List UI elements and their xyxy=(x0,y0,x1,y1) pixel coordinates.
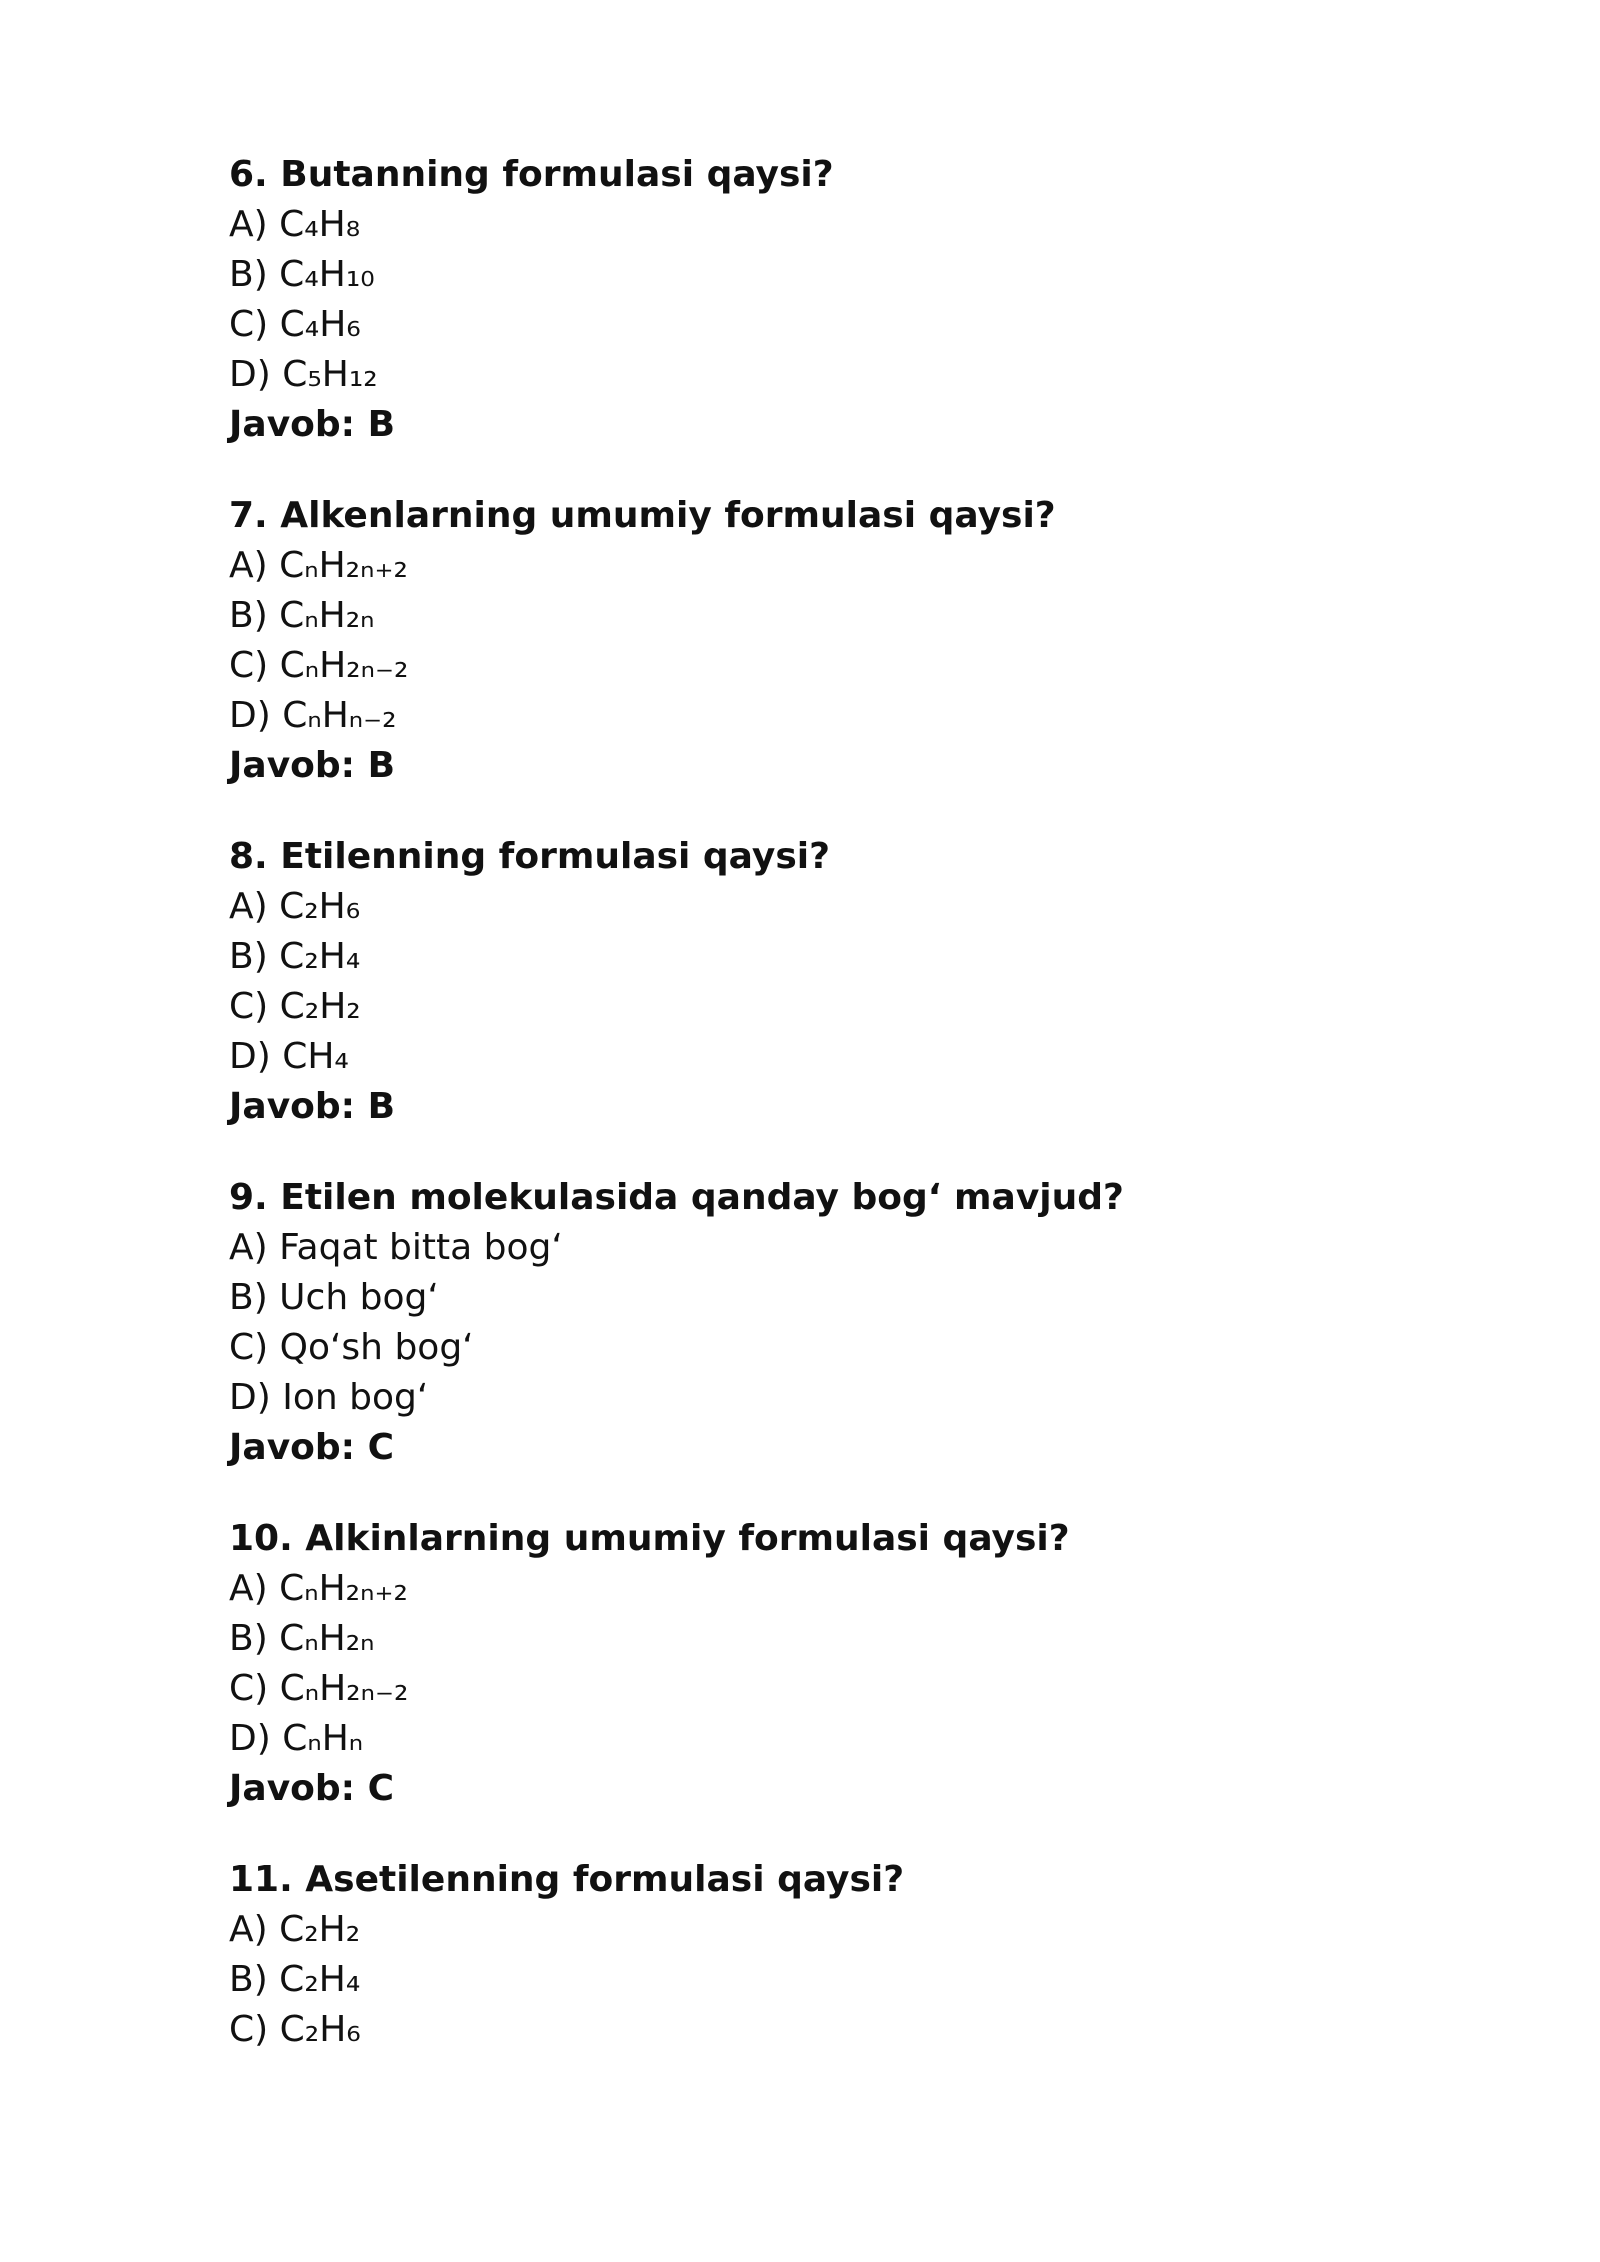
option-c: C) C₄H₆ xyxy=(229,304,361,345)
option-b: B) C₂H₄ xyxy=(229,936,361,977)
quiz-page xyxy=(229,150,1429,2096)
option-b: B) Uch bog‘ xyxy=(229,1277,439,1318)
option-b: B) CₙH₂ₙ xyxy=(229,595,375,636)
option-a: A) C₂H₂ xyxy=(229,1909,361,1950)
answer-label: Javob: B xyxy=(229,404,396,445)
option-a: A) C₄H₈ xyxy=(229,204,361,245)
option-a: A) Faqat bitta bog‘ xyxy=(229,1227,563,1268)
option-b: B) CₙH₂ₙ xyxy=(229,1618,375,1659)
question-11 xyxy=(229,1855,1429,2055)
option-a: A) CₙH₂ₙ₊₂ xyxy=(229,545,408,586)
option-d: D) CₙHₙ₋₂ xyxy=(229,695,397,736)
question-10 xyxy=(229,1514,1429,1814)
option-a: A) C₂H₆ xyxy=(229,886,361,927)
question-title: 9. Etilen molekulasida qanday bog‘ mavjud? xyxy=(229,1177,1124,1218)
answer-label: Javob: C xyxy=(229,1427,395,1468)
question-title: 10. Alkinlarning umumiy formulasi qaysi? xyxy=(229,1518,1070,1559)
question-title: 7. Alkenlarning umumiy formulasi qaysi? xyxy=(229,495,1056,536)
option-d: D) CH₄ xyxy=(229,1036,349,1077)
question-title: 8. Etilenning formulasi qaysi? xyxy=(229,836,830,877)
option-b: B) C₄H₁₀ xyxy=(229,254,375,295)
question-6 xyxy=(229,150,1429,450)
option-a: A) CₙH₂ₙ₊₂ xyxy=(229,1568,408,1609)
option-c: C) C₂H₂ xyxy=(229,986,361,1027)
option-c: C) Qo‘sh bog‘ xyxy=(229,1327,474,1368)
question-7 xyxy=(229,491,1429,791)
question-9 xyxy=(229,1173,1429,1473)
option-d: D) Ion bog‘ xyxy=(229,1377,429,1418)
question-title: 11. Asetilenning formulasi qaysi? xyxy=(229,1859,905,1900)
option-c: C) CₙH₂ₙ₋₂ xyxy=(229,1668,409,1709)
option-d: D) CₙHₙ xyxy=(229,1718,364,1759)
option-d: D) C₅H₁₂ xyxy=(229,354,378,395)
option-c: C) CₙH₂ₙ₋₂ xyxy=(229,645,409,686)
answer-label: Javob: C xyxy=(229,1768,395,1809)
question-title: 6. Butanning formulasi qaysi? xyxy=(229,154,834,195)
option-b: B) C₂H₄ xyxy=(229,1959,361,2000)
option-c: C) C₂H₆ xyxy=(229,2009,361,2050)
answer-label: Javob: B xyxy=(229,1086,396,1127)
answer-label: Javob: B xyxy=(229,745,396,786)
question-8 xyxy=(229,832,1429,1132)
